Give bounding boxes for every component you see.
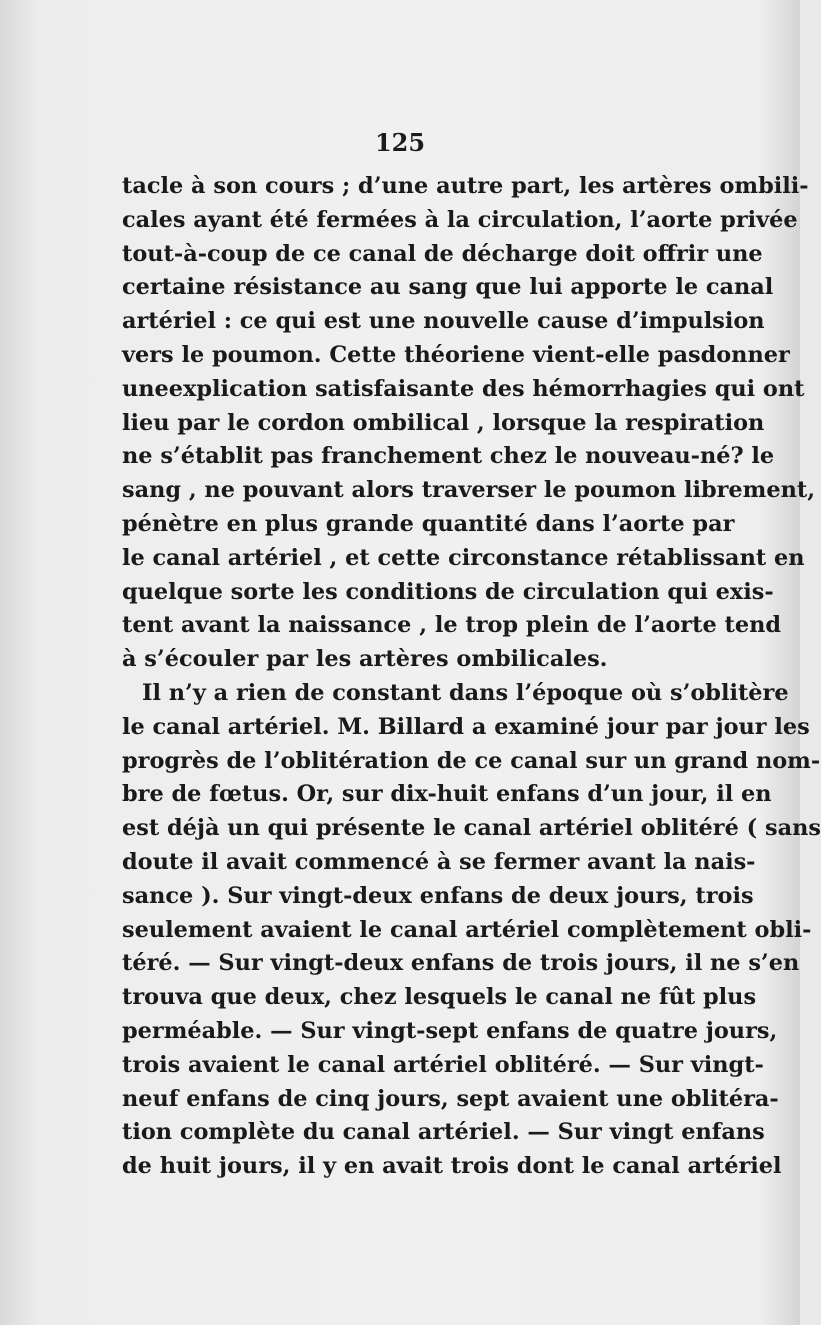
text-line: trois avaient le canal artériel oblitéré. — Sur vingt- (122, 1051, 764, 1078)
text-line: sance ). Sur vingt-deux enfans de deux jours, trois (122, 882, 754, 909)
body-text (122, 170, 821, 1184)
text-line: ne s’établit pas franchement chez le nouveau-né? le (122, 443, 775, 470)
text-line: bre de fœtus. Or, sur dix-huit enfans d’un jour, il en (122, 781, 772, 808)
text-line: tacle à son cours ; d’une autre part, les artères ombili- (122, 173, 809, 199)
text-line: de huit jours, il y en avait trois dont le canal artériel (122, 1153, 782, 1180)
text-line: téré. — Sur vingt-deux enfans de trois jours, il ne s’en (122, 950, 800, 977)
text-line: lieu par le cordon ombilical , lorsque la respiration (122, 409, 765, 436)
text-line: trouva que deux, chez lesquels le canal ne fût plus (122, 984, 757, 1011)
text-line: artériel : ce qui est une nouvelle cause d’impulsion (122, 308, 765, 335)
text-line: sang , ne pouvant alors traverser le poumon librement, (122, 477, 816, 504)
text-line: est déjà un qui présente le canal artériel oblitéré ( sans (122, 815, 821, 842)
text-line: quelque sorte les conditions de circulation qui exis- (122, 578, 774, 605)
text-line: neuf enfans de cinq jours, sept avaient une oblitéra- (122, 1085, 779, 1112)
text-line: tent avant la naissance , le trop plein de l’aorte tend (122, 612, 782, 639)
text-line: seulement avaient le canal artériel complètement obli- (122, 916, 812, 943)
text-line: tout-à-coup de ce canal de décharge doit offrir une (122, 240, 763, 267)
text-line: Il n’y a rien de constant dans l’époque où s’oblitère (142, 679, 789, 706)
text-line: certaine résistance au sang que lui apporte le canal (122, 274, 774, 301)
text-line: uneexplication satisfaisante des hémorrhagies qui ont (122, 375, 805, 402)
text-line: perméable. — Sur vingt-sept enfans de quatre jours, (122, 1017, 778, 1044)
text-line: progrès de l’oblitération de ce canal sur un grand nom- (122, 747, 821, 774)
text-line: tion complète du canal artériel. — Sur vingt enfans (122, 1119, 765, 1146)
text-line: doute il avait commencé à se fermer avant la nais- (122, 848, 756, 875)
text-line: pénètre en plus grande quantité dans l’aorte par (122, 510, 735, 537)
text-line: le canal artériel. M. Billard a examiné jour par jour les (122, 713, 810, 740)
text-line: le canal artériel , et cette circonstance rétablissant en (122, 544, 805, 571)
text-line: à s’écouler par les artères ombilicales. (122, 646, 608, 673)
text-line: cales ayant été fermées à la circulation, l’aorte privée (122, 206, 798, 233)
page-number: 125 (374, 128, 426, 157)
text-line: vers le poumon. Cette théoriene vient-elle pasdonner (122, 341, 790, 368)
